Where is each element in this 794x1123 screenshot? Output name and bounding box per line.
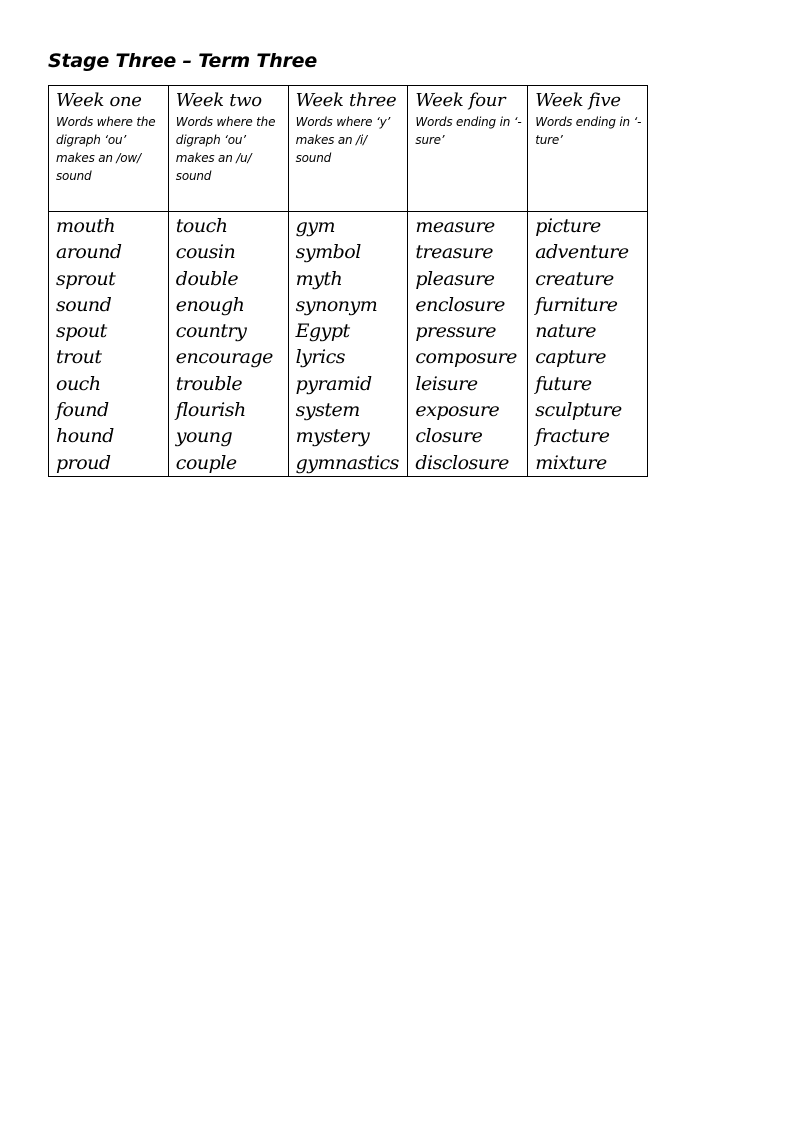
word: gym: [295, 215, 336, 237]
word: exposure: [415, 399, 500, 422]
word: found: [56, 399, 109, 422]
week-two-words: [168, 212, 288, 477]
word: proud: [56, 451, 111, 474]
word: trouble: [175, 372, 243, 395]
word: couple: [175, 451, 237, 474]
word: hound: [56, 425, 114, 448]
word: pressure: [415, 320, 496, 343]
word: young: [175, 425, 233, 448]
word: sprout: [56, 267, 116, 290]
word: trout: [56, 346, 102, 369]
word: future: [535, 372, 592, 395]
week-three-words: [288, 212, 408, 477]
week-one-label: Week one: [56, 90, 142, 111]
week-three-header: [288, 86, 408, 212]
word: adventure: [535, 241, 629, 264]
page-title: Stage Three – Term Three: [48, 50, 318, 72]
week-five-header: [528, 86, 648, 212]
word: system: [295, 399, 360, 422]
table-header-row: [49, 86, 648, 212]
word: lyrics: [295, 346, 345, 369]
week-four-description: Words ending in ‘-sure’: [415, 115, 522, 147]
word: pleasure: [415, 267, 495, 290]
week-three-label: Week three: [295, 90, 397, 111]
word: enough: [175, 293, 245, 316]
word: creature: [535, 267, 614, 290]
word: touch: [175, 215, 228, 237]
word: spout: [56, 320, 107, 343]
word: double: [175, 267, 239, 290]
word: myth: [295, 267, 343, 290]
word: nature: [535, 320, 596, 343]
word: disclosure: [415, 451, 509, 474]
word: furniture: [535, 293, 618, 316]
word: synonym: [295, 293, 378, 316]
week-four-words: [408, 212, 528, 477]
week-three-description: Words where ‘y’ makes an /i/ sound: [295, 115, 391, 165]
spelling-table: [48, 85, 648, 477]
word: country: [175, 320, 247, 343]
week-two-label: Week two: [175, 90, 262, 111]
word: enclosure: [415, 293, 505, 316]
week-four-header: [408, 86, 528, 212]
week-five-description: Words ending in ‘-ture’: [535, 115, 642, 147]
word: mystery: [295, 425, 370, 448]
table-words-row: [49, 212, 648, 477]
word: around: [56, 241, 122, 264]
word: encourage: [175, 346, 273, 369]
word: Egypt: [295, 320, 350, 343]
week-four-label: Week four: [415, 90, 506, 111]
word: closure: [415, 425, 483, 448]
word: symbol: [295, 241, 361, 264]
word: measure: [415, 215, 495, 237]
word: picture: [535, 215, 601, 237]
word: treasure: [415, 241, 493, 264]
word: mixture: [535, 451, 607, 474]
week-one-header: [49, 86, 169, 212]
week-one-words: [49, 212, 169, 477]
word: mouth: [56, 215, 116, 237]
word: fracture: [535, 425, 610, 448]
week-five-words: [528, 212, 648, 477]
week-one-description: Words where the digraph ‘ou’ makes an /ow/ sound: [56, 115, 156, 183]
word: sound: [56, 293, 112, 316]
word: pyramid: [295, 372, 372, 395]
word: cousin: [175, 241, 236, 264]
word: ouch: [56, 372, 101, 395]
word: flourish: [175, 399, 246, 422]
week-five-label: Week five: [535, 90, 621, 111]
word: leisure: [415, 372, 478, 395]
word: sculpture: [535, 399, 622, 422]
word: capture: [535, 346, 607, 369]
word: gymnastics: [295, 451, 399, 474]
week-two-description: Words where the digraph ‘ou’ makes an /u/ sound: [175, 115, 276, 183]
word: composure: [415, 346, 517, 369]
week-two-header: [168, 86, 288, 212]
